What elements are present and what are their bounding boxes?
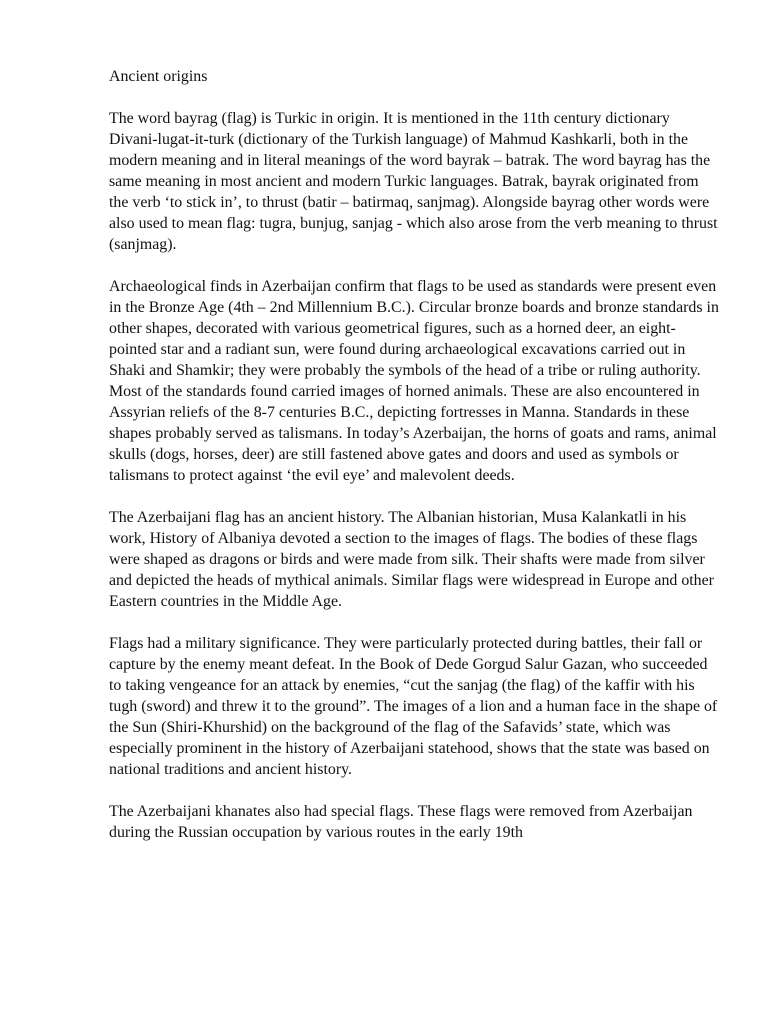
paragraph-albanian-history: The Azerbaijani flag has an ancient history. The Albanian historian, Musa Kalankatli in his work, History of Albaniya devoted a section to the images of flags. The bodies of these flags were shaped as dragons or birds and were made from silk. Their shafts were made from silver and depicted the heads of mythical animals. Similar flags were widespread in Europe and other Eastern countries in the Middle Age. bbox=[109, 509, 714, 610]
paragraph-etymology: The word bayrag (flag) is Turkic in origin. It is mentioned in the 11th century dictionary Divani-lugat-it-turk (dictionary of the Turkish language) of Mahmud Kashkarli, both in the modern meaning and in literal meanings of the word bayrak – batrak. The word bayrag has the same meaning in most ancient and modern Turkic languages. Batrak, bayrak originated from the verb ‘to stick in’, to thrust (batir – batirmaq, sanjmag). Alongside bayrag other words were also used to mean flag: tugra, bunjug, sanjag - which also arose from the verb meaning to thrust (sanjmag). bbox=[109, 110, 718, 253]
section-heading: Ancient origins bbox=[109, 68, 208, 85]
paragraph-archaeology: Archaeological finds in Azerbaijan confirm that flags to be used as standards were present even in the Bronze Age (4th – 2nd Millennium B.C.). Circular bronze boards and bronze standards in other shapes, decorated with various geometrical figures, such as a horned deer, an eight-pointed star and a radiant sun, were found during archaeological excavations carried out in Shaki and Shamkir; they were probably the symbols of the head of a tribe or ruling authority. Most of the standards found carried images of horned animals. These are also encountered in Assyrian reliefs of the 8-7 centuries B.C., depicting fortresses in Manna. Standards in these shapes probably served as talismans. In today’s Azerbaijan, the horns of goats and rams, animal skulls (dogs, horses, deer) are still fastened above gates and doors and used as symbols or talismans to protect against ‘the evil eye’ and malevolent deeds. bbox=[109, 278, 719, 484]
paragraph-military-significance: Flags had a military significance. They were particularly protected during battles, their fall or capture by the enemy meant defeat. In the Book of Dede Gorgud Salur Gazan, who succeeded to taking vengeance for an attack by enemies, “cut the sanjag (the flag) of the kaffir with his tugh (sword) and threw it to the ground”. The images of a lion and a human face in the shape of the Sun (Shiri-Khurshid) on the background of the flag of the Safavids’ state, which was especially prominent in the history of Azerbaijani statehood, shows that the state was based on national traditions and ancient history. bbox=[109, 635, 718, 778]
paragraph-khanates: The Azerbaijani khanates also had special flags. These flags were removed from Azerbaijan during the Russian occupation by various routes in the early 19th bbox=[109, 803, 693, 841]
document-page bbox=[109, 66, 721, 864]
